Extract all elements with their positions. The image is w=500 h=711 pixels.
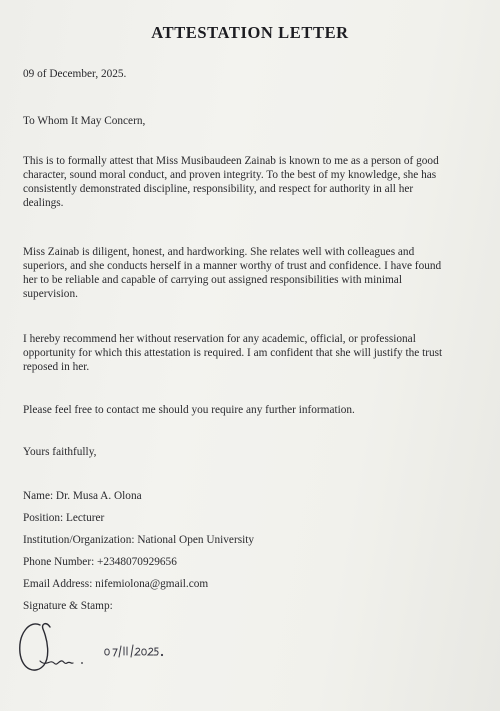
paragraph-line: consistently demonstrated discipline, responsibility, and respect for authority in all her bbox=[23, 182, 414, 195]
paragraph-line: dealings. bbox=[23, 196, 64, 209]
paragraph-character bbox=[23, 155, 439, 211]
letter-title: ATTESTATION LETTER bbox=[151, 23, 349, 42]
letter-date: 09 of December, 2025. bbox=[23, 68, 127, 80]
signatory-email: Email Address: nifemiolona@gmail.com bbox=[23, 578, 209, 590]
signatory-phone: Phone Number: +2348070929656 bbox=[23, 556, 177, 568]
paragraph-line: her to be reliable and capable of carrying out assigned responsibilities with minimal bbox=[23, 273, 402, 286]
closing: Yours faithfully, bbox=[23, 446, 97, 458]
paragraph-line: opportunity for which this attestation is required. I am confident that she will justify the trust bbox=[23, 346, 443, 359]
paragraph-line: supervision. bbox=[23, 287, 78, 300]
signature-drawing bbox=[10, 615, 210, 685]
signatory-institution: Institution/Organization: National Open University bbox=[23, 534, 255, 546]
paragraph-diligence bbox=[23, 246, 442, 302]
paragraph-recommendation bbox=[23, 333, 443, 375]
handwritten-signature bbox=[10, 615, 210, 685]
paragraph-line: This is to formally attest that Miss Musibaudeen Zainab is known to me as a person of good bbox=[23, 155, 439, 167]
signature-label: Signature & Stamp: bbox=[23, 600, 113, 612]
signatory-name: Name: Dr. Musa A. Olona bbox=[23, 490, 142, 502]
paragraph-line: superiors, and she conducts herself in a manner worthy of trust and confidence. I have found bbox=[23, 259, 442, 272]
paragraph-line: reposed in her. bbox=[23, 360, 90, 373]
salutation: To Whom It May Concern, bbox=[23, 115, 146, 127]
paragraph-line: character, sound moral conduct, and proven integrity. To the best of my knowledge, she has bbox=[23, 168, 437, 181]
contact-line: Please feel free to contact me should you require any further information. bbox=[23, 404, 355, 416]
paragraph-line: I hereby recommend her without reservation for any academic, official, or professional bbox=[23, 333, 416, 345]
signatory-position: Position: Lecturer bbox=[23, 512, 105, 524]
paragraph-line: Miss Zainab is diligent, honest, and hardworking. She relates well with colleagues and bbox=[23, 246, 415, 258]
